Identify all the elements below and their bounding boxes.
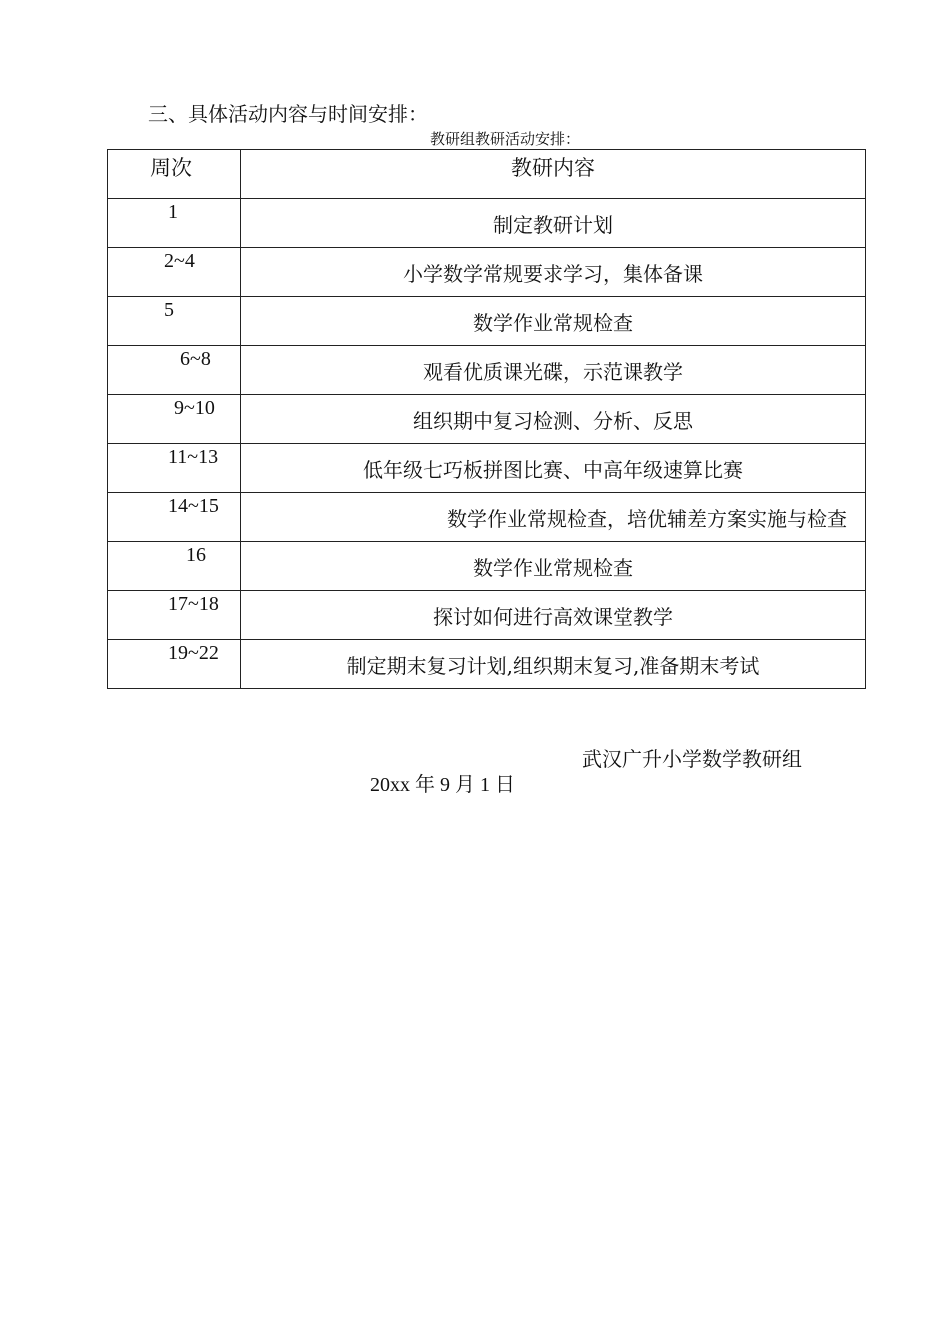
week-cell: 6~8 <box>108 346 241 395</box>
week-cell: 11~13 <box>108 444 241 493</box>
table-row <box>108 346 866 395</box>
table-row <box>108 395 866 444</box>
content-cell: 探讨如何进行高效课堂教学 <box>241 591 866 640</box>
table-header-row <box>108 150 866 199</box>
table-row <box>108 248 866 297</box>
table-row <box>108 493 866 542</box>
table-caption: 教研组教研活动安排： <box>429 130 580 148</box>
content-cell: 制定教研计划 <box>241 199 866 248</box>
table-row <box>108 444 866 493</box>
week-cell: 2~4 <box>108 248 241 297</box>
content-cell: 小学数学常规要求学习，集体备课 <box>241 248 866 297</box>
week-cell: 19~22 <box>108 640 241 689</box>
content-cell: 组织期中复习检测、分析、反思 <box>241 395 866 444</box>
week-cell: 14~15 <box>108 493 241 542</box>
week-cell: 16 <box>108 542 241 591</box>
table-row <box>108 297 866 346</box>
activity-schedule-table <box>107 149 866 689</box>
header-content: 教研内容 <box>241 150 866 199</box>
week-cell: 17~18 <box>108 591 241 640</box>
table-row <box>108 199 866 248</box>
section-heading: 三、具体活动内容与时间安排： <box>148 102 428 126</box>
content-cell: 低年级七巧板拼图比赛、中高年级速算比赛 <box>241 444 866 493</box>
week-cell: 5 <box>108 297 241 346</box>
week-cell: 1 <box>108 199 241 248</box>
week-cell: 9~10 <box>108 395 241 444</box>
signature-date: 20xx 年 9 月 1 日 <box>370 774 515 796</box>
content-cell: 数学作业常规检查 <box>241 542 866 591</box>
content-cell: 数学作业常规检查 <box>241 297 866 346</box>
table-row <box>108 591 866 640</box>
content-cell: 数学作业常规检查，培优辅差方案实施与检查 <box>241 493 866 542</box>
header-week: 周次 <box>108 150 241 199</box>
content-cell: 观看优质课光碟，示范课教学 <box>241 346 866 395</box>
table-row <box>108 640 866 689</box>
content-cell: 制定期末复习计划,组织期末复习,准备期末考试 <box>241 640 866 689</box>
signature-organization: 武汉广升小学数学教研组 <box>582 747 802 771</box>
table-row <box>108 542 866 591</box>
